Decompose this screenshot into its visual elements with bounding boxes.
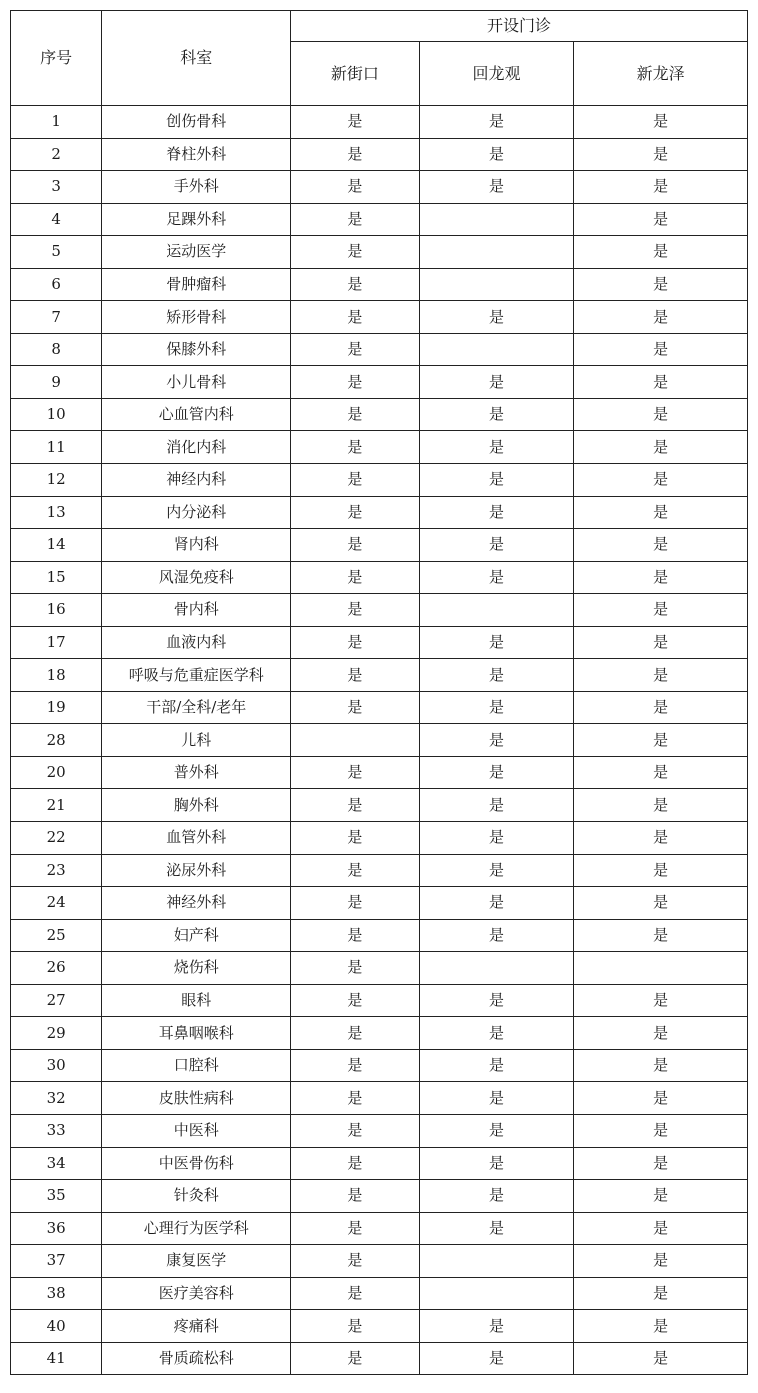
cell-xinlongze: 是	[574, 301, 748, 334]
cell-xinjiekou: 是	[291, 1180, 420, 1213]
cell-huilongguan: 是	[419, 529, 574, 562]
cell-number: 28	[11, 724, 102, 757]
table-row	[11, 1212, 748, 1245]
cell-number: 22	[11, 822, 102, 855]
cell-number: 7	[11, 301, 102, 334]
cell-huilongguan: 是	[419, 464, 574, 497]
table-row	[11, 724, 748, 757]
cell-number: 11	[11, 431, 102, 464]
cell-xinlongze: 是	[574, 984, 748, 1017]
cell-department: 耳鼻咽喉科	[102, 1017, 291, 1050]
cell-huilongguan: 是	[419, 1147, 574, 1180]
cell-xinlongze: 是	[574, 1049, 748, 1082]
cell-huilongguan: 是	[419, 1082, 574, 1115]
cell-xinjiekou: 是	[291, 1049, 420, 1082]
cell-xinlongze: 是	[574, 822, 748, 855]
cell-xinjiekou: 是	[291, 1212, 420, 1245]
table-row	[11, 529, 748, 562]
cell-xinjiekou: 是	[291, 1245, 420, 1278]
cell-huilongguan: 是	[419, 659, 574, 692]
table-row	[11, 1342, 748, 1375]
cell-xinlongze: 是	[574, 594, 748, 627]
cell-department: 康复医学	[102, 1245, 291, 1278]
cell-number: 41	[11, 1342, 102, 1375]
cell-number: 20	[11, 756, 102, 789]
cell-xinjiekou: 是	[291, 1017, 420, 1050]
table-row	[11, 659, 748, 692]
table-row	[11, 1180, 748, 1213]
cell-xinlongze: 是	[574, 1082, 748, 1115]
cell-department: 保膝外科	[102, 333, 291, 366]
cell-number: 17	[11, 626, 102, 659]
cell-xinlongze: 是	[574, 431, 748, 464]
header-department: 科室	[102, 11, 291, 106]
cell-xinjiekou: 是	[291, 854, 420, 887]
cell-department: 中医科	[102, 1114, 291, 1147]
cell-xinjiekou: 是	[291, 789, 420, 822]
cell-xinlongze: 是	[574, 1245, 748, 1278]
cell-department: 神经外科	[102, 887, 291, 920]
table-row	[11, 691, 748, 724]
cell-xinjiekou: 是	[291, 1114, 420, 1147]
cell-xinlongze: 是	[574, 789, 748, 822]
cell-department: 疼痛科	[102, 1310, 291, 1343]
cell-department: 胸外科	[102, 789, 291, 822]
cell-number: 38	[11, 1277, 102, 1310]
cell-number: 26	[11, 952, 102, 985]
cell-xinjiekou: 是	[291, 138, 420, 171]
cell-huilongguan: 是	[419, 1049, 574, 1082]
table-row	[11, 496, 748, 529]
header-campus-xinjiekou: 新街口	[291, 42, 420, 106]
cell-xinlongze: 是	[574, 691, 748, 724]
header-number: 序号	[11, 11, 102, 106]
cell-department: 烧伤科	[102, 952, 291, 985]
cell-xinjiekou: 是	[291, 1082, 420, 1115]
cell-department: 肾内科	[102, 529, 291, 562]
table-row	[11, 236, 748, 269]
cell-number: 32	[11, 1082, 102, 1115]
cell-department: 针灸科	[102, 1180, 291, 1213]
cell-number: 2	[11, 138, 102, 171]
cell-xinlongze: 是	[574, 1017, 748, 1050]
cell-xinjiekou: 是	[291, 984, 420, 1017]
cell-xinjiekou: 是	[291, 431, 420, 464]
cell-number: 1	[11, 106, 102, 139]
cell-xinlongze: 是	[574, 106, 748, 139]
cell-xinlongze: 是	[574, 1147, 748, 1180]
cell-number: 35	[11, 1180, 102, 1213]
cell-number: 37	[11, 1245, 102, 1278]
cell-department: 脊柱外科	[102, 138, 291, 171]
cell-xinlongze: 是	[574, 268, 748, 301]
cell-department: 骨内科	[102, 594, 291, 627]
cell-xinjiekou: 是	[291, 919, 420, 952]
table-row	[11, 138, 748, 171]
cell-department: 足踝外科	[102, 203, 291, 236]
cell-huilongguan: 是	[419, 1212, 574, 1245]
table-row	[11, 594, 748, 627]
cell-xinlongze: 是	[574, 1180, 748, 1213]
cell-huilongguan: 是	[419, 301, 574, 334]
cell-number: 18	[11, 659, 102, 692]
table-row	[11, 203, 748, 236]
cell-number: 3	[11, 171, 102, 204]
cell-xinjiekou: 是	[291, 659, 420, 692]
cell-xinjiekou: 是	[291, 1147, 420, 1180]
cell-xinlongze	[574, 952, 748, 985]
cell-number: 13	[11, 496, 102, 529]
cell-huilongguan: 是	[419, 691, 574, 724]
cell-number: 8	[11, 333, 102, 366]
table-row	[11, 822, 748, 855]
cell-xinlongze: 是	[574, 236, 748, 269]
cell-huilongguan: 是	[419, 171, 574, 204]
cell-xinjiekou: 是	[291, 529, 420, 562]
cell-xinlongze: 是	[574, 496, 748, 529]
cell-number: 6	[11, 268, 102, 301]
cell-xinlongze: 是	[574, 333, 748, 366]
header-campus-xinlongze: 新龙泽	[574, 42, 748, 106]
cell-xinjiekou: 是	[291, 301, 420, 334]
cell-department: 皮肤性病科	[102, 1082, 291, 1115]
cell-huilongguan: 是	[419, 138, 574, 171]
cell-department: 心理行为医学科	[102, 1212, 291, 1245]
cell-xinjiekou: 是	[291, 756, 420, 789]
cell-huilongguan: 是	[419, 724, 574, 757]
cell-xinlongze: 是	[574, 1310, 748, 1343]
cell-department: 妇产科	[102, 919, 291, 952]
cell-xinjiekou: 是	[291, 1342, 420, 1375]
table-row	[11, 952, 748, 985]
table-row	[11, 561, 748, 594]
cell-xinjiekou: 是	[291, 496, 420, 529]
cell-department: 血液内科	[102, 626, 291, 659]
cell-huilongguan: 是	[419, 919, 574, 952]
table-body	[11, 106, 748, 1375]
cell-number: 34	[11, 1147, 102, 1180]
cell-number: 25	[11, 919, 102, 952]
cell-xinlongze: 是	[574, 366, 748, 399]
table-header	[11, 11, 748, 106]
cell-xinjiekou: 是	[291, 887, 420, 920]
cell-xinlongze: 是	[574, 398, 748, 431]
header-open-clinics: 开设门诊	[291, 11, 748, 42]
cell-xinlongze: 是	[574, 854, 748, 887]
cell-huilongguan	[419, 1245, 574, 1278]
cell-huilongguan	[419, 594, 574, 627]
cell-huilongguan: 是	[419, 431, 574, 464]
table-row	[11, 398, 748, 431]
cell-department: 风湿免疫科	[102, 561, 291, 594]
cell-department: 手外科	[102, 171, 291, 204]
cell-xinlongze: 是	[574, 1212, 748, 1245]
cell-xinlongze: 是	[574, 1114, 748, 1147]
cell-number: 15	[11, 561, 102, 594]
cell-department: 创伤骨科	[102, 106, 291, 139]
cell-xinjiekou: 是	[291, 106, 420, 139]
cell-xinlongze: 是	[574, 756, 748, 789]
cell-xinjiekou: 是	[291, 626, 420, 659]
table-row	[11, 789, 748, 822]
cell-huilongguan	[419, 333, 574, 366]
cell-department: 医疗美容科	[102, 1277, 291, 1310]
header-campus-huilongguan: 回龙观	[419, 42, 574, 106]
cell-xinlongze: 是	[574, 1342, 748, 1375]
cell-number: 24	[11, 887, 102, 920]
cell-huilongguan: 是	[419, 1114, 574, 1147]
cell-number: 23	[11, 854, 102, 887]
table-row	[11, 1310, 748, 1343]
cell-xinlongze: 是	[574, 203, 748, 236]
table-row	[11, 268, 748, 301]
cell-xinlongze: 是	[574, 138, 748, 171]
cell-number: 40	[11, 1310, 102, 1343]
cell-xinlongze: 是	[574, 561, 748, 594]
cell-huilongguan: 是	[419, 756, 574, 789]
cell-xinjiekou: 是	[291, 822, 420, 855]
cell-huilongguan	[419, 952, 574, 985]
cell-number: 4	[11, 203, 102, 236]
table-row	[11, 171, 748, 204]
cell-number: 27	[11, 984, 102, 1017]
cell-huilongguan	[419, 236, 574, 269]
cell-department: 眼科	[102, 984, 291, 1017]
cell-department: 中医骨伤科	[102, 1147, 291, 1180]
cell-xinjiekou: 是	[291, 268, 420, 301]
header-row-top	[11, 11, 748, 42]
cell-xinjiekou: 是	[291, 366, 420, 399]
cell-department: 骨质疏松科	[102, 1342, 291, 1375]
cell-xinjiekou: 是	[291, 594, 420, 627]
cell-number: 21	[11, 789, 102, 822]
cell-xinjiekou: 是	[291, 952, 420, 985]
cell-number: 16	[11, 594, 102, 627]
cell-xinlongze: 是	[574, 626, 748, 659]
cell-xinjiekou: 是	[291, 398, 420, 431]
table-row	[11, 1245, 748, 1278]
table-row	[11, 626, 748, 659]
table-row	[11, 919, 748, 952]
clinic-schedule-table	[10, 10, 748, 1375]
cell-number: 19	[11, 691, 102, 724]
cell-huilongguan: 是	[419, 1180, 574, 1213]
cell-department: 小儿骨科	[102, 366, 291, 399]
cell-department: 泌尿外科	[102, 854, 291, 887]
cell-huilongguan: 是	[419, 561, 574, 594]
cell-xinlongze: 是	[574, 529, 748, 562]
cell-xinjiekou: 是	[291, 1277, 420, 1310]
cell-number: 10	[11, 398, 102, 431]
cell-department: 干部/全科/老年	[102, 691, 291, 724]
cell-department: 血管外科	[102, 822, 291, 855]
cell-number: 30	[11, 1049, 102, 1082]
table-row	[11, 1082, 748, 1115]
table-row	[11, 366, 748, 399]
cell-huilongguan	[419, 268, 574, 301]
cell-huilongguan	[419, 1277, 574, 1310]
table-row	[11, 756, 748, 789]
cell-number: 14	[11, 529, 102, 562]
cell-xinjiekou: 是	[291, 203, 420, 236]
cell-huilongguan: 是	[419, 366, 574, 399]
cell-xinlongze: 是	[574, 887, 748, 920]
cell-number: 33	[11, 1114, 102, 1147]
table-row	[11, 1017, 748, 1050]
cell-department: 运动医学	[102, 236, 291, 269]
cell-number: 29	[11, 1017, 102, 1050]
cell-huilongguan: 是	[419, 887, 574, 920]
cell-huilongguan: 是	[419, 106, 574, 139]
cell-number: 9	[11, 366, 102, 399]
cell-department: 内分泌科	[102, 496, 291, 529]
cell-number: 5	[11, 236, 102, 269]
table-row	[11, 1277, 748, 1310]
cell-xinlongze: 是	[574, 1277, 748, 1310]
cell-huilongguan: 是	[419, 984, 574, 1017]
cell-xinjiekou	[291, 724, 420, 757]
table-row	[11, 431, 748, 464]
cell-huilongguan: 是	[419, 1310, 574, 1343]
cell-xinjiekou: 是	[291, 1310, 420, 1343]
cell-department: 矫形骨科	[102, 301, 291, 334]
cell-department: 口腔科	[102, 1049, 291, 1082]
cell-number: 36	[11, 1212, 102, 1245]
table-row	[11, 333, 748, 366]
cell-xinjiekou: 是	[291, 236, 420, 269]
cell-xinjiekou: 是	[291, 171, 420, 204]
cell-xinjiekou: 是	[291, 561, 420, 594]
cell-xinlongze: 是	[574, 919, 748, 952]
cell-huilongguan: 是	[419, 1342, 574, 1375]
cell-xinjiekou: 是	[291, 333, 420, 366]
cell-xinlongze: 是	[574, 171, 748, 204]
table-row	[11, 1114, 748, 1147]
cell-department: 消化内科	[102, 431, 291, 464]
cell-huilongguan: 是	[419, 398, 574, 431]
cell-xinjiekou: 是	[291, 464, 420, 497]
cell-department: 儿科	[102, 724, 291, 757]
table-row	[11, 1049, 748, 1082]
table-row	[11, 887, 748, 920]
table-row	[11, 106, 748, 139]
table-row	[11, 984, 748, 1017]
cell-department: 心血管内科	[102, 398, 291, 431]
cell-xinlongze: 是	[574, 659, 748, 692]
table-row	[11, 464, 748, 497]
cell-xinjiekou: 是	[291, 691, 420, 724]
table-row	[11, 301, 748, 334]
cell-xinlongze: 是	[574, 464, 748, 497]
table-row	[11, 1147, 748, 1180]
cell-huilongguan: 是	[419, 822, 574, 855]
cell-department: 神经内科	[102, 464, 291, 497]
cell-department: 普外科	[102, 756, 291, 789]
cell-huilongguan: 是	[419, 789, 574, 822]
cell-huilongguan: 是	[419, 496, 574, 529]
cell-huilongguan: 是	[419, 1017, 574, 1050]
cell-huilongguan: 是	[419, 626, 574, 659]
cell-department: 骨肿瘤科	[102, 268, 291, 301]
cell-number: 12	[11, 464, 102, 497]
cell-department: 呼吸与危重症医学科	[102, 659, 291, 692]
cell-xinlongze: 是	[574, 724, 748, 757]
cell-huilongguan	[419, 203, 574, 236]
cell-huilongguan: 是	[419, 854, 574, 887]
table-row	[11, 854, 748, 887]
